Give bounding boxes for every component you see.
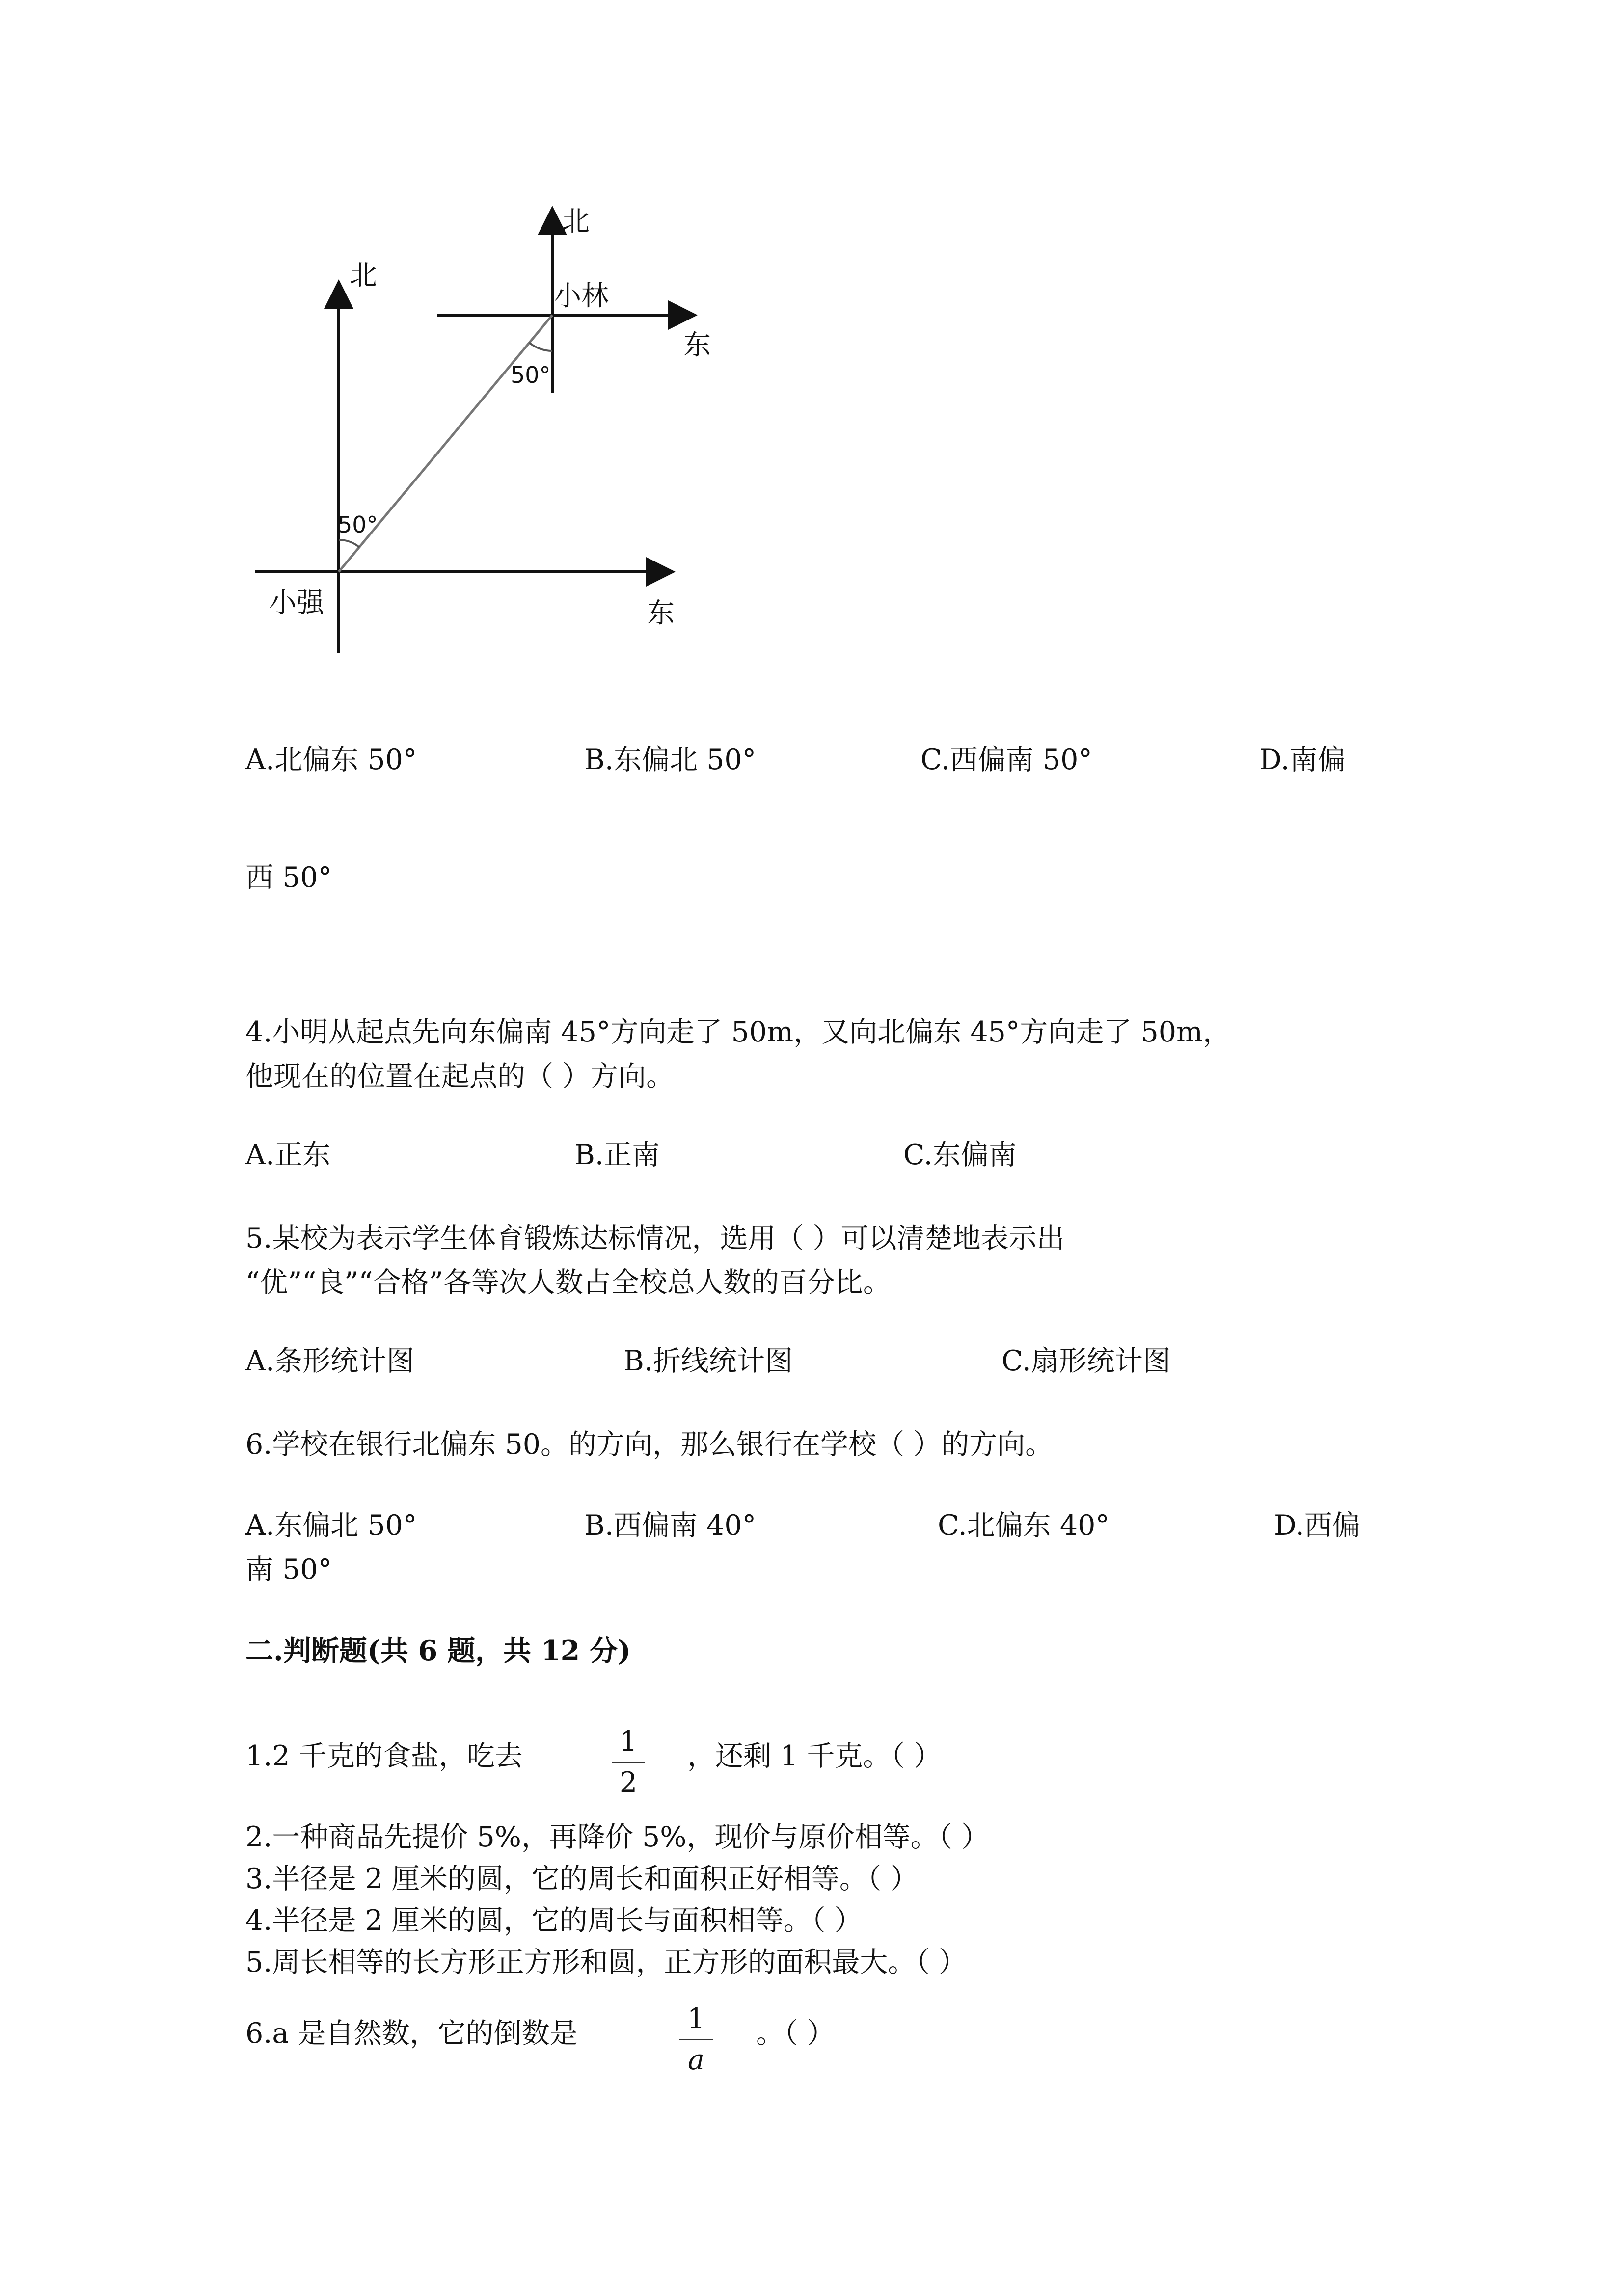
q5-option-b[interactable]: B.折线统计图 xyxy=(623,1345,793,1377)
judge-1-fraction xyxy=(609,1725,648,1799)
q3-option-a[interactable]: A.北偏东 50° xyxy=(245,744,417,776)
q6-option-a[interactable]: A.东偏北 50° xyxy=(245,1509,417,1542)
q4-question-continued: 他现在的位置在起点的（ ）方向。 xyxy=(245,1060,675,1093)
q5-question: 5.某校为表示学生体育锻炼达标情况，选用（ ）可以清楚地表示出 xyxy=(245,1222,1065,1255)
q4-question: 4.小明从起点先向东偏南 45°方向走了 50m，又向北偏东 45°方向走了 50m， xyxy=(245,1016,1231,1048)
q3-option-b[interactable]: B.东偏北 50° xyxy=(584,744,757,776)
q3-option-c[interactable]: C.西偏南 50° xyxy=(920,744,1092,776)
angle-arc-top xyxy=(529,343,552,351)
q5-question-continued: “优”“良”“合格”各等次人数占全校总人数的百分比。 xyxy=(245,1266,891,1299)
q5-option-c[interactable]: C.扇形统计图 xyxy=(1001,1345,1171,1377)
person-label-top: 小林 xyxy=(554,280,609,312)
direction-diagram xyxy=(0,0,1624,687)
judge-1-text: 1.2 千克的食盐，吃去 xyxy=(245,1740,523,1772)
fraction-bar xyxy=(679,2039,713,2040)
fraction-denominator: a xyxy=(688,2044,704,2076)
judge-5: 5.周长相等的长方形正方形和圆，正方形的面积最大。（ ） xyxy=(245,1946,967,1978)
q4-option-a[interactable]: A.正东 xyxy=(245,1139,331,1171)
angle-label-top: 50° xyxy=(511,362,551,388)
person-label-bottom: 小强 xyxy=(269,587,324,619)
q6-option-d[interactable]: D.西偏 xyxy=(1274,1509,1360,1542)
judge-2: 2.一种商品先提价 5%，再降价 5%，现价与原价相等。（ ） xyxy=(245,1821,990,1853)
q6-option-d-continued: 南 50° xyxy=(245,1553,332,1586)
fraction-numerator: 1 xyxy=(619,1725,638,1758)
section-heading: 二.判断题(共 6 题，共 12 分) xyxy=(245,1634,631,1667)
east-label-bottom: 东 xyxy=(647,597,675,629)
judge-6-fraction xyxy=(677,2002,716,2076)
q3-option-d-continued: 西 50° xyxy=(245,861,332,894)
judge-6-text: 6.a 是自然数，它的倒数是 xyxy=(245,2017,578,2050)
q4-option-c[interactable]: C.东偏南 xyxy=(903,1139,1017,1171)
east-label-top: 东 xyxy=(683,329,711,361)
fraction-denominator: 2 xyxy=(619,1766,638,1799)
angle-label-bottom: 50° xyxy=(338,511,378,538)
q5-option-a[interactable]: A.条形统计图 xyxy=(245,1345,415,1377)
judge-6-text-after: 。（ ） xyxy=(756,2017,835,2050)
north-label-bottom: 北 xyxy=(350,260,377,292)
q6-option-b[interactable]: B.西偏南 40° xyxy=(584,1509,757,1542)
q6-option-c[interactable]: C.北偏东 40° xyxy=(938,1509,1110,1542)
fraction-numerator: 1 xyxy=(687,2002,705,2035)
fraction-bar xyxy=(612,1762,645,1763)
q3-option-d[interactable]: D.南偏 xyxy=(1259,744,1346,776)
judge-4: 4.半径是 2 厘米的圆，它的周长与面积相等。（ ） xyxy=(245,1904,863,1937)
angle-arc-bottom xyxy=(339,540,359,547)
q4-option-b[interactable]: B.正南 xyxy=(574,1139,660,1171)
q6-question: 6.学校在银行北偏东 50。的方向，那么银行在学校（ ）的方向。 xyxy=(245,1428,1054,1461)
judge-3: 3.半径是 2 厘米的圆，它的周长和面积正好相等。（ ） xyxy=(245,1863,919,1895)
judge-1-text-after: ，还剩 1 千克。（ ） xyxy=(687,1740,942,1772)
north-label-top: 北 xyxy=(562,206,590,238)
